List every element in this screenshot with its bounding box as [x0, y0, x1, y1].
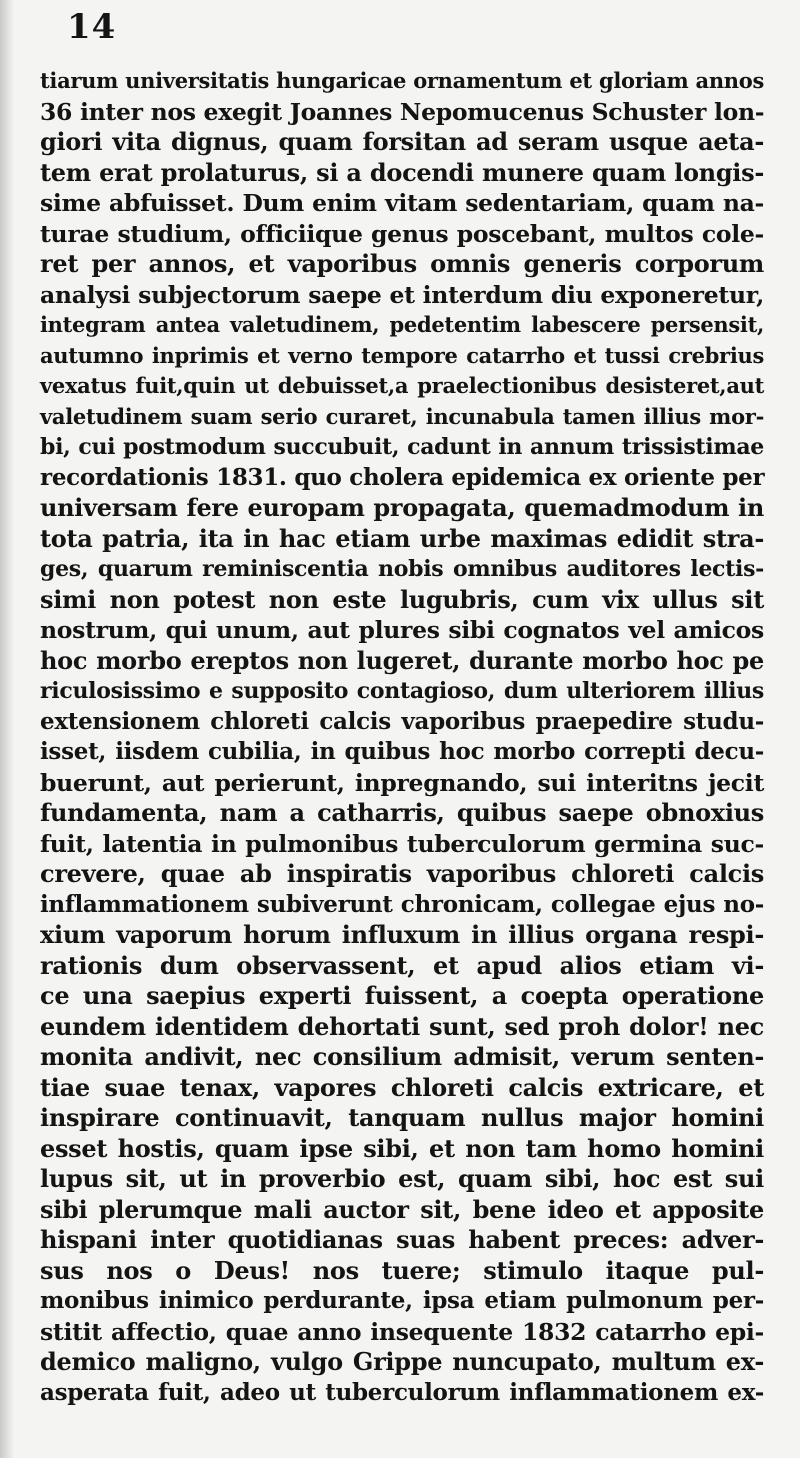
- text-line: tem erat prolaturus, si a docendi munere quam longis-: [40, 157, 764, 187]
- text-line: tota patria, ita in hac etiam urbe maximas edidit stra-: [40, 523, 764, 553]
- text-line: esset hostis, quam ipse sibi, et non tam homo homini: [40, 1133, 764, 1163]
- text-line: simi non potest non este lugubris, cum vix ullus sit: [40, 584, 764, 614]
- text-line: bi, cui postmodum succubuit, cadunt in annum trissistimae: [40, 434, 764, 460]
- page-gutter-shadow: [0, 0, 14, 1458]
- text-line: isset, iisdem cubilia, in quibus hoc morbo correpti decu-: [40, 738, 764, 765]
- text-line: integram antea valetudinem, pedetentim labescere persensit,: [40, 312, 764, 337]
- text-line: ret per annos, et vaporibus omnis generis corporum: [40, 249, 764, 278]
- text-line: vexatus fuit,quin ut debuisset,a praelectionibus desisteret,aut: [40, 373, 764, 398]
- text-line: riculosissimo e supposito contagioso, dum ulteriorem illius: [40, 678, 764, 704]
- text-line: rationis dum observassent, et apud alios etiam vi-: [40, 950, 764, 980]
- text-line: monibus inimico perdurante, ipsa etiam pulmonum per-: [40, 1287, 764, 1314]
- text-line: hispani inter quotidianas suas habent preces: adver-: [40, 1225, 764, 1254]
- text-line: analysi subjectorum saepe et interdum diu exponeretur,: [40, 280, 764, 309]
- text-line: asperata fuit, adeo ut tuberculorum inflammationem ex-: [40, 1378, 764, 1406]
- text-line: buerunt, aut perierunt, inpregnando, sui interitns jecit: [40, 768, 764, 797]
- text-line: tiarum universitatis hungaricae ornamentum et gloriam annos: [40, 68, 764, 93]
- text-line: valetudinem suam serio curaret, incunabula tamen illius mor-: [40, 403, 764, 429]
- text-line: eundem identidem dehortati sunt, sed proh dolor! nec: [40, 1011, 764, 1041]
- text-line: sibi plerumque mali auctor sit, bene ideo et apposite: [40, 1194, 764, 1224]
- text-line: universam fere europam propagata, quemadmodum in: [40, 493, 764, 522]
- text-line: turae studium, officiique genus poscebant, multos cole-: [40, 219, 764, 248]
- text-line: lupus sit, ut in proverbio est, quam sibi, hoc est sui: [40, 1164, 764, 1193]
- body-text: [40, 66, 764, 1408]
- text-line: extensionem chloreti calcis vaporibus praepedire studu-: [40, 707, 764, 735]
- text-line: monita andivit, nec consilium admisit, verum senten-: [40, 1042, 764, 1071]
- text-line: recordationis 1831. quo cholera epidemica ex oriente per: [40, 463, 765, 491]
- text-line: nostrum, qui unum, aut plures sibi cognatos vel amicos: [40, 616, 764, 644]
- text-line: fundamenta, nam a catharris, quibus saepe obnoxius: [40, 798, 764, 827]
- text-line: ce una saepius experti fuissent, a coepta operatione: [40, 981, 764, 1010]
- text-line: demico maligno, vulgo Grippe nuncupato, multum ex-: [40, 1347, 764, 1376]
- text-line: inspirare continuavit, tanquam nullus major homini: [40, 1103, 764, 1132]
- text-line: sime abfuisset. Dum enim vitam sedentariam, quam na-: [40, 189, 764, 217]
- text-line: inflammationem subiverunt chronicam, collegae ejus no-: [40, 890, 764, 918]
- text-line: 36 inter nos exegit Joannes Nepomucenus Schuster lon-: [40, 97, 765, 126]
- text-line: hoc morbo ereptos non lugeret, durante morbo hoc pe: [40, 645, 764, 675]
- text-line: fuit, latentia in pulmonibus tuberculorum germina suc-: [40, 829, 764, 858]
- text-line: autumno inprimis et verno tempore catarrho et tussi crebrius: [40, 342, 764, 368]
- text-line: xium vaporum horum influxum in illius organa respi-: [40, 920, 764, 949]
- text-line: sus nos o Deus! nos tuere; stimulo itaque pul-: [40, 1255, 764, 1285]
- text-line: giori vita dignus, quam forsitan ad seram usque aeta-: [40, 127, 764, 156]
- text-line: tiae suae tenax, vapores chloreti calcis extricare, et: [40, 1072, 764, 1102]
- text-line: stitit affectio, quae anno insequente 1832 catarrho epi-: [40, 1317, 764, 1346]
- text-line: crevere, quae ab inspiratis vaporibus chloreti calcis: [40, 859, 764, 888]
- page-number: 14: [67, 7, 117, 47]
- text-line: ges, quarum reminiscentia nobis omnibus auditores lectis-: [40, 556, 764, 582]
